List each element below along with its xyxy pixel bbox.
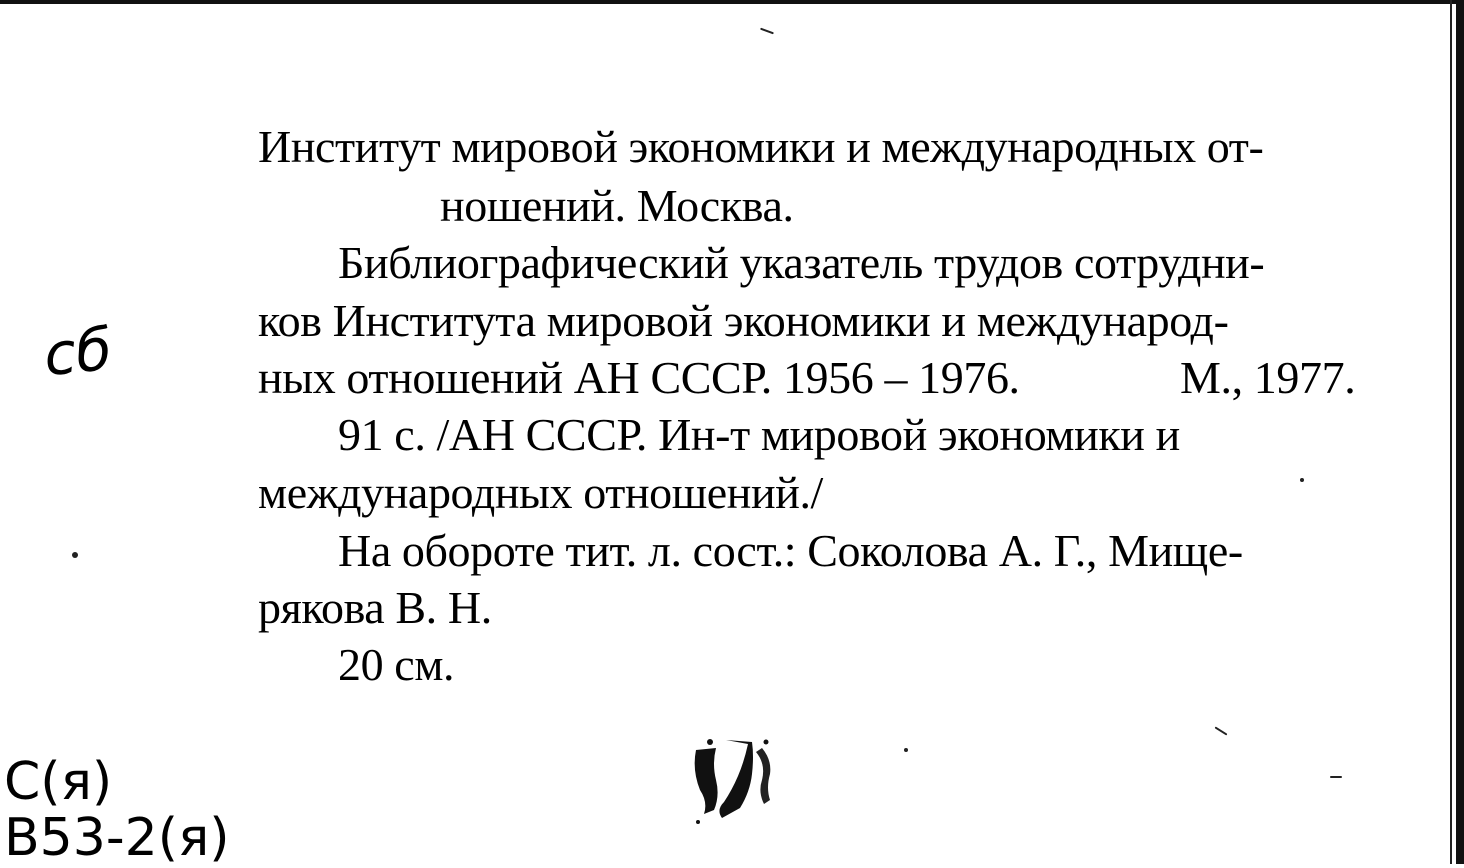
ink-speck: [72, 552, 78, 558]
handwritten-call-number-1: С(я): [4, 752, 113, 812]
compilers-note-line-2: рякова В. Н.: [258, 582, 492, 633]
ink-speck: [1330, 776, 1342, 778]
card-right-inner-border: [1450, 0, 1452, 864]
pages-series-line-2: международных отношений./: [258, 467, 823, 518]
handwritten-call-number-2: В53-2(я): [4, 808, 230, 868]
pages-series-line-1: 91 с. /АН СССР. Ин-т мировой экономики и: [338, 409, 1180, 460]
size-note: 20 см.: [338, 639, 455, 690]
title-line-2: ков Института мировой экономики и международ-: [258, 295, 1229, 346]
handwritten-margin-mark: сб: [40, 314, 116, 390]
ink-speck: [760, 28, 774, 35]
library-stamp-icon: [686, 730, 776, 830]
publication-place-year: М., 1977.: [1180, 352, 1356, 403]
card-right-border: [1456, 0, 1464, 864]
entry-heading-line-1: Институт мировой экономики и международных от-: [258, 121, 1264, 172]
title-line-3: ных отношений АН СССР. 1956 – 1976.: [258, 352, 1020, 403]
title-line-1: Библиографический указатель трудов сотрудни-: [338, 237, 1265, 288]
entry-heading-line-2: ношений. Москва.: [440, 180, 794, 231]
ink-speck: [904, 748, 908, 752]
ink-speck: [1300, 478, 1304, 482]
card-top-border: [0, 0, 1464, 4]
ink-speck: [1215, 726, 1228, 735]
compilers-note-line-1: На обороте тит. л. сост.: Соколова А. Г., Мище-: [338, 525, 1243, 576]
